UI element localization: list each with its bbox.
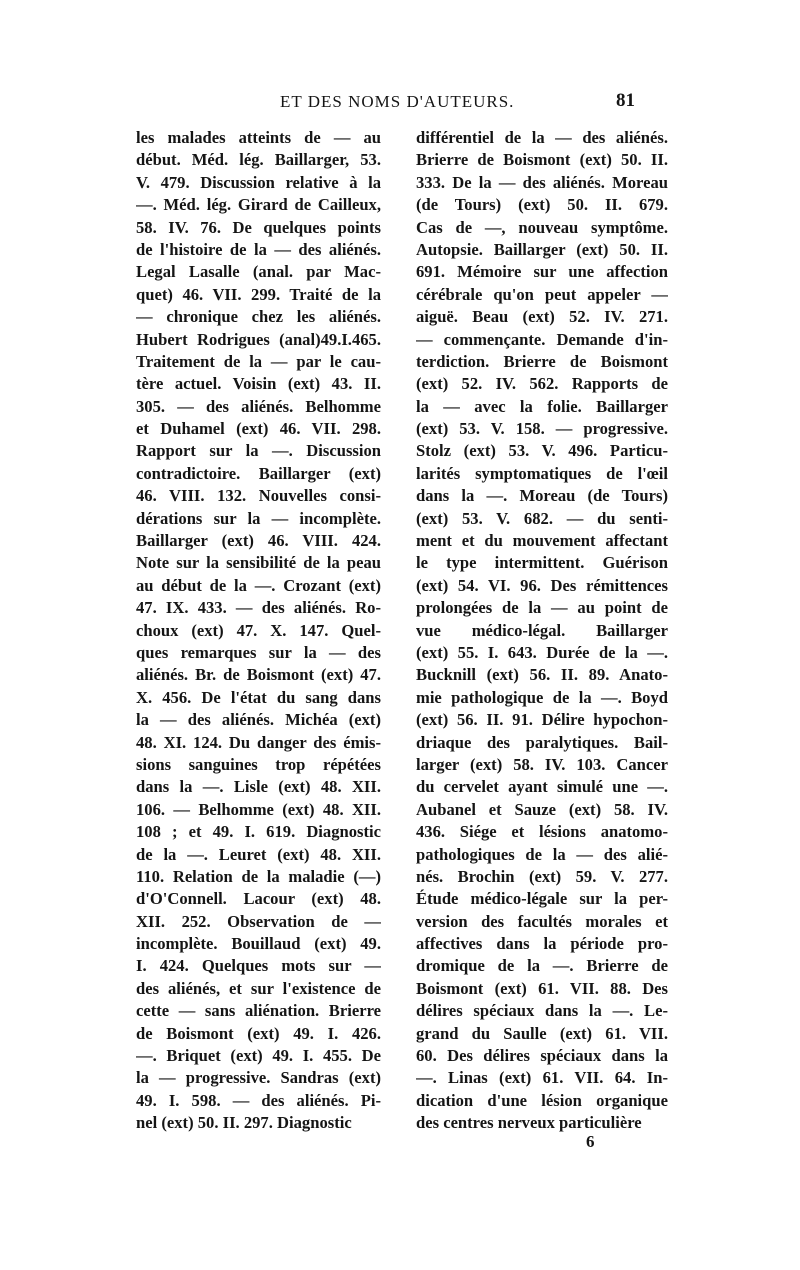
- text-line: 108 ; et 49. I. 619. Diagnostic: [136, 822, 381, 842]
- text-line: nés. Brochin (ext) 59. V. 277.: [416, 866, 668, 886]
- text-line: tère actuel. Voisin (ext) 43. II.: [136, 374, 381, 394]
- text-line: la — des aliénés. Michéa (ext): [136, 710, 381, 730]
- text-line: 48. XI. 124. Du danger des émis-: [136, 732, 381, 752]
- text-line: — chronique chez les aliénés.: [136, 307, 381, 327]
- running-head: ET DES NOMS D'AUTEURS.: [280, 92, 515, 111]
- text-line: (ext) 52. IV. 562. Rapports de: [416, 374, 668, 394]
- text-line: la — progressive. Sandras (ext): [136, 1068, 381, 1088]
- text-line: larger (ext) 58. IV. 103. Cancer: [416, 754, 668, 774]
- right-text-column: [416, 127, 668, 1135]
- text-line: Traitement de la — par le cau-: [136, 351, 381, 371]
- text-line: du cervelet ayant simulé une —.: [416, 777, 668, 797]
- text-line: et Duhamel (ext) 46. VII. 298.: [136, 419, 381, 439]
- text-line: XII. 252. Observation de —: [136, 911, 381, 931]
- text-line: prolongées de la — au point de: [416, 598, 668, 618]
- text-line: Hubert Rodrigues (anal)49.I.465.: [136, 329, 381, 349]
- text-line: —. Méd. lég. Girard de Cailleux,: [136, 195, 381, 215]
- text-line: —. Linas (ext) 61. VII. 64. In-: [416, 1068, 668, 1088]
- text-line: V. 479. Discussion relative à la: [136, 172, 381, 192]
- text-line: 110. Relation de la maladie (—): [136, 866, 381, 886]
- text-line: 106. — Belhomme (ext) 48. XII.: [136, 799, 381, 819]
- text-line: affectives dans la période pro-: [416, 934, 668, 954]
- text-line: de la —. Leuret (ext) 48. XII.: [136, 844, 381, 864]
- text-line: driaque des paralytiques. Bail-: [416, 732, 668, 752]
- text-line: les malades atteints de — au: [136, 128, 381, 147]
- text-line: dérations sur la — incomplète.: [136, 508, 381, 528]
- text-line: cette — sans aliénation. Brierre: [136, 1001, 381, 1021]
- text-line: larités symptomatiques de l'œil: [416, 463, 668, 483]
- text-line: 691. Mémoire sur une affection: [416, 262, 668, 282]
- left-text-column: [136, 127, 381, 1135]
- text-line: (ext) 55. I. 643. Durée de la —.: [416, 642, 668, 662]
- text-line: (ext) 54. VI. 96. Des rémittences: [416, 575, 668, 595]
- text-line: Boismont (ext) 61. VII. 88. Des: [416, 978, 668, 998]
- text-line: aliénés. Br. de Boismont (ext) 47.: [136, 665, 381, 685]
- page-number: 81: [616, 90, 635, 111]
- text-line: (ext) 53. V. 682. — du senti-: [416, 508, 668, 528]
- text-line: Rapport sur la —. Discussion: [136, 441, 381, 461]
- text-line: —. Briquet (ext) 49. I. 455. De: [136, 1046, 381, 1066]
- text-line: au début de la —. Crozant (ext): [136, 575, 381, 595]
- text-line: de Boismont (ext) 49. I. 426.: [136, 1023, 381, 1043]
- text-line: d'O'Connell. Lacour (ext) 48.: [136, 889, 381, 909]
- text-line: 60. Des délires spéciaux dans la: [416, 1046, 668, 1066]
- text-line: début. Méd. lég. Baillarger, 53.: [136, 150, 381, 170]
- text-line: cérébrale qu'on peut appeler —: [416, 284, 668, 304]
- text-line: dromique de la —. Brierre de: [416, 956, 668, 976]
- text-line: 436. Siége et lésions anatomo-: [416, 822, 668, 842]
- text-line: version des facultés morales et: [416, 911, 668, 931]
- text-line: la — avec la folie. Baillarger: [416, 396, 668, 416]
- text-line: X. 456. De l'état du sang dans: [136, 687, 381, 707]
- text-line: des centres nerveux particulière: [416, 1113, 642, 1133]
- text-line: terdiction. Brierre de Boismont: [416, 351, 668, 371]
- text-line: dication d'une lésion organique: [416, 1090, 668, 1110]
- text-line: choux (ext) 47. X. 147. Quel-: [136, 620, 381, 640]
- text-line: 47. IX. 433. — des aliénés. Ro-: [136, 598, 381, 618]
- text-line: Autopsie. Baillarger (ext) 50. II.: [416, 239, 668, 259]
- text-line: sions sanguines trop répétées: [136, 754, 381, 774]
- text-line: le type intermittent. Guérison: [416, 553, 668, 573]
- text-line: différentiel de la — des aliénés.: [416, 128, 668, 147]
- text-line: (de Tours) (ext) 50. II. 679.: [416, 195, 668, 215]
- text-line: délires spéciaux dans la —. Le-: [416, 1001, 668, 1021]
- text-line: pathologiques de la — des alié-: [416, 844, 668, 864]
- text-line: mie pathologique de la —. Boyd: [416, 687, 668, 707]
- text-line: Note sur la sensibilité de la peau: [136, 553, 381, 573]
- text-line: de l'histoire de la — des aliénés.: [136, 239, 381, 259]
- text-line: — commençante. Demande d'in-: [416, 329, 668, 349]
- text-line: grand du Saulle (ext) 61. VII.: [416, 1023, 668, 1043]
- text-line: 58. IV. 76. De quelques points: [136, 217, 381, 237]
- text-line: incomplète. Bouillaud (ext) 49.: [136, 934, 381, 954]
- text-line: dans la —. Lisle (ext) 48. XII.: [136, 777, 381, 797]
- text-line: dans la —. Moreau (de Tours): [416, 486, 668, 506]
- text-line: des aliénés, et sur l'existence de: [136, 978, 381, 998]
- text-line: Bucknill (ext) 56. II. 89. Anato-: [416, 665, 668, 685]
- text-line: 305. — des aliénés. Belhomme: [136, 396, 381, 416]
- text-line: nel (ext) 50. II. 297. Diagnostic: [136, 1113, 352, 1133]
- signature-mark: 6: [586, 1132, 595, 1151]
- text-line: ment et du mouvement affectant: [416, 531, 668, 551]
- text-line: I. 424. Quelques mots sur —: [136, 956, 381, 976]
- text-line: quet) 46. VII. 299. Traité de la: [136, 284, 381, 304]
- text-line: (ext) 53. V. 158. — progressive.: [416, 419, 668, 439]
- text-line: 333. De la — des aliénés. Moreau: [416, 172, 668, 192]
- text-line: Stolz (ext) 53. V. 496. Particu-: [416, 441, 668, 461]
- text-line: Baillarger (ext) 46. VIII. 424.: [136, 531, 381, 551]
- text-line: vue médico-légal. Baillarger: [416, 620, 668, 640]
- text-line: Cas de —, nouveau symptôme.: [416, 217, 668, 237]
- text-line: (ext) 56. II. 91. Délire hypochon-: [416, 710, 668, 730]
- text-line: ques remarques sur la — des: [136, 642, 381, 662]
- text-line: 46. VIII. 132. Nouvelles consi-: [136, 486, 381, 506]
- text-line: Aubanel et Sauze (ext) 58. IV.: [416, 799, 668, 819]
- text-line: Legal Lasalle (anal. par Mac-: [136, 262, 381, 282]
- text-line: aiguë. Beau (ext) 52. IV. 271.: [416, 307, 668, 327]
- text-line: 49. I. 598. — des aliénés. Pi-: [136, 1090, 381, 1110]
- text-line: contradictoire. Baillarger (ext): [136, 463, 381, 483]
- text-line: Étude médico-légale sur la per-: [416, 889, 668, 909]
- text-line: Brierre de Boismont (ext) 50. II.: [416, 150, 668, 170]
